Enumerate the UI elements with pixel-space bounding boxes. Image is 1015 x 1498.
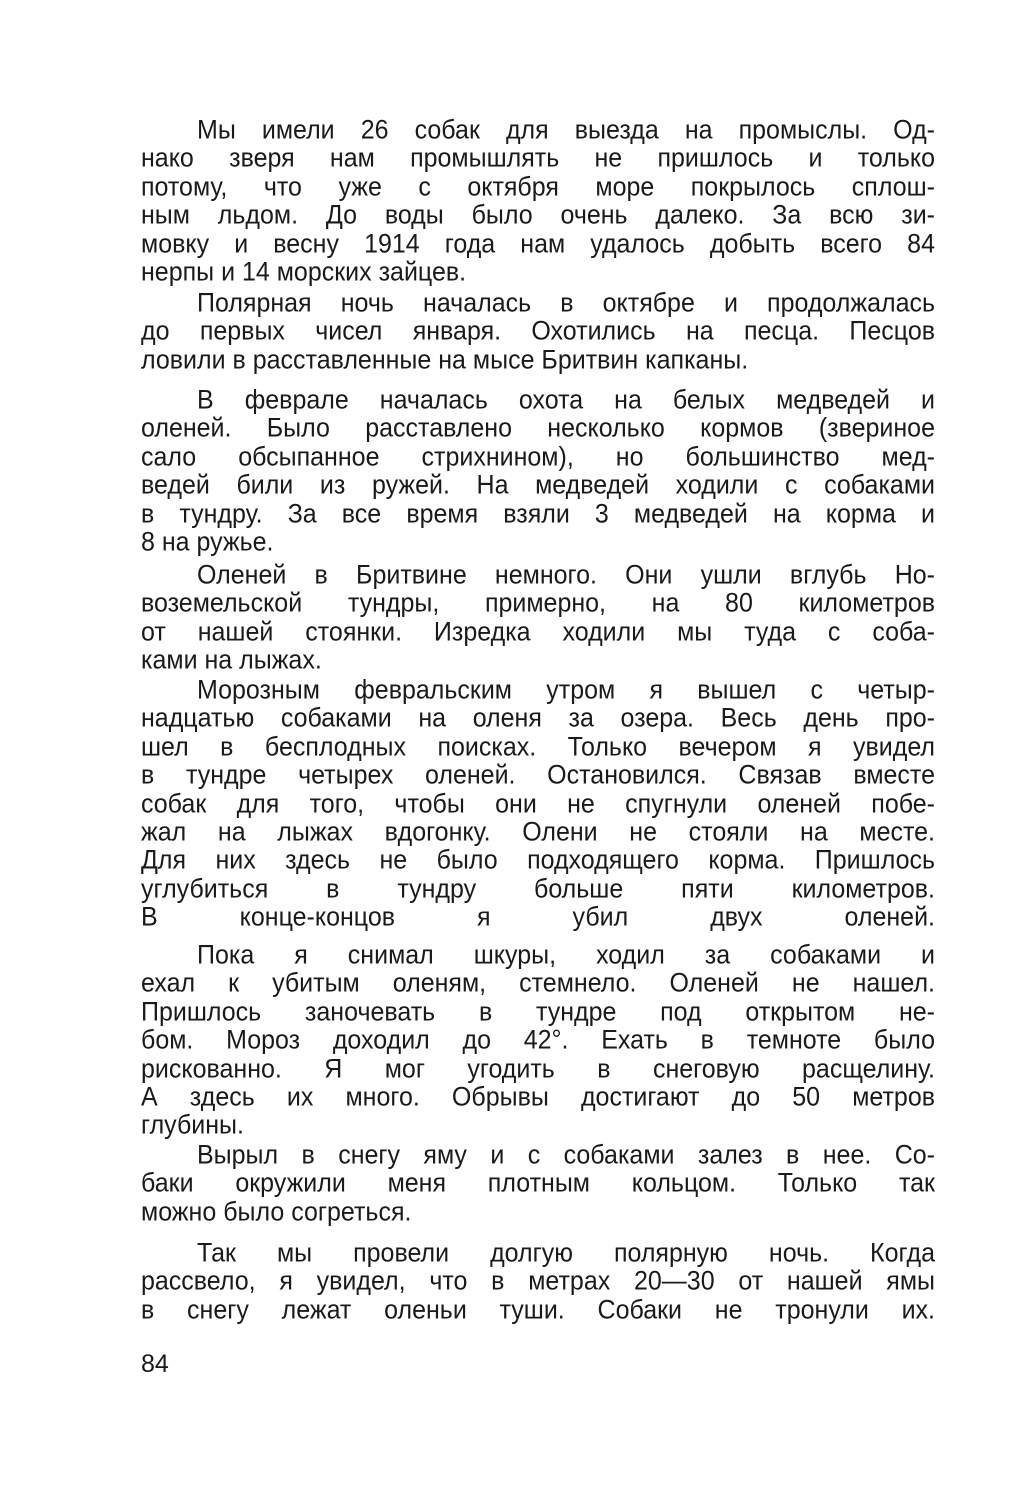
text-line: ками на лыжах. [141, 645, 322, 676]
text-line: жал на лыжах вдогонку. Олени не стояли на месте. [141, 816, 935, 848]
paragraph-1 [141, 116, 935, 286]
paragraph-4 [141, 561, 935, 675]
text-line: Морозным февральским утром я вышел с четыр- [197, 674, 935, 706]
text-line: рассвело, я увидел, что в метрах 20—30 от нашей ямы [141, 1266, 935, 1297]
text-line: воземельской тундры, примерно, на 80 километров [141, 588, 935, 619]
text-line: баки окружили меня плотным кольцом. Только так [141, 1168, 935, 1199]
text-line: можно было согреться. [141, 1196, 412, 1227]
text-line: глубины. [141, 1110, 244, 1141]
paragraph-8 [141, 1239, 935, 1324]
text-line: В конце-концов я убил двух оленей. [141, 901, 935, 933]
text-line: ным льдом. До воды было очень далеко. За всю зи- [141, 200, 935, 231]
text-line: Вырыл в снегу яму и с собаками залез в нее. Со- [197, 1139, 935, 1171]
text-line: В феврале началась охота на белых медведей и [197, 384, 935, 416]
text-line: Так мы провели долгую полярную ночь. Когда [197, 1237, 935, 1269]
text-line: Полярная ночь началась в октябре и продолжалась [197, 287, 935, 319]
paragraph-6 [141, 941, 935, 1140]
text-line: углубиться в тундру больше пяти километров. [141, 873, 935, 904]
text-line: оленей. Было расставлено несколько кормов (звериное [141, 413, 935, 444]
paragraph-7 [141, 1141, 935, 1226]
text-line: ловили в расставленные на мысе Бритвин капканы. [141, 344, 749, 375]
text-line: сало обсыпанное стрихнином), но большинство мед- [141, 441, 935, 472]
text-line: бом. Мороз доходил до 42°. Ехать в темноте было [141, 1025, 935, 1056]
text-line: от нашей стоянки. Изредка ходили мы туда с соба- [141, 616, 935, 647]
text-line: собак для того, чтобы они не спугнули оленей побе- [141, 788, 935, 819]
text-line: Мы имели 26 собак для выезда на промыслы. Од- [197, 114, 935, 146]
text-line: ведей били из ружей. На медведей ходили с собаками [141, 470, 935, 501]
text-line: Пришлось заночевать в тундре под открытом не- [141, 996, 935, 1027]
text-line: мовку и весну 1914 года нам удалось добыть всего 84 [141, 228, 935, 259]
text-line: потому, что уже с октября море покрылось сплош- [141, 171, 935, 202]
text-line: в снегу лежат оленьи туши. Собаки не тронули их. [141, 1294, 935, 1325]
page-number: 84 [141, 1350, 169, 1378]
text-line: 8 на ружье. [141, 526, 274, 558]
text-line: Оленей в Бритвине немного. Они ушли вглубь Но- [197, 559, 935, 591]
text-line: ехал к убитым оленям, стемнело. Оленей не нашел. [141, 968, 935, 999]
text-line: нерпы и 14 морских зайцев. [141, 256, 467, 288]
text-line: надцатью собаками на оленя за озера. Весь день про- [141, 703, 935, 734]
text-line: в тундру. За все время взяли 3 медведей на корма и [141, 498, 935, 529]
text-line: шел в бесплодных поисках. Только вечером я увидел [141, 731, 935, 762]
paragraph-2 [141, 289, 935, 374]
text-line: до первых чисел января. Охотились на песца. Песцов [141, 316, 935, 347]
paragraph-3 [141, 386, 935, 556]
text-line: в тундре четырех оленей. Остановился. Связав вместе [141, 760, 935, 791]
paragraph-5 [141, 676, 935, 932]
text-line: рискованно. Я мог угодить в снеговую расщелину. [141, 1053, 935, 1084]
text-line: нако зверя нам промышлять не пришлось и только [141, 143, 935, 174]
text-line: Для них здесь не было подходящего корма. Пришлось [141, 845, 935, 876]
text-line: Пока я снимал шкуры, ходил за собаками и [197, 939, 935, 971]
text-line: А здесь их много. Обрывы достигают до 50 метров [141, 1081, 935, 1113]
